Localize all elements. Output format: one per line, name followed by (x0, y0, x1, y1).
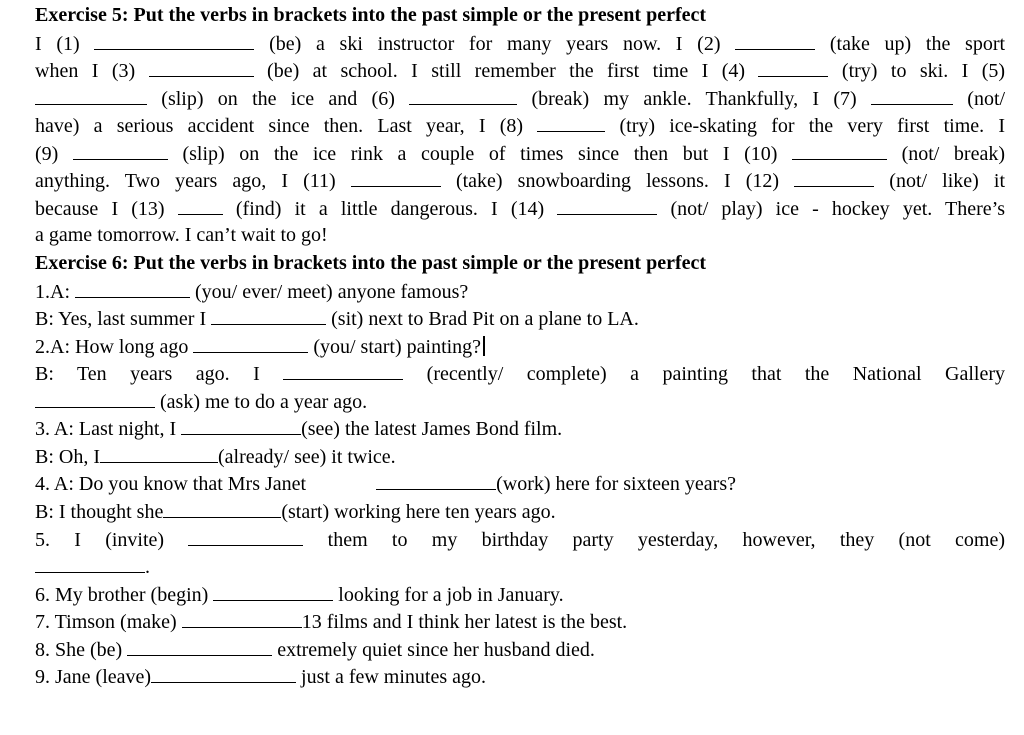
answer-blank-5[interactable] (35, 86, 147, 105)
text-segment: (not/ (967, 88, 1006, 110)
text-segment: 8. She (be) (35, 639, 123, 661)
text-segment: (not/ like) it (889, 170, 1006, 192)
answer-blank[interactable] (182, 609, 302, 628)
ex6-q8 (35, 637, 1005, 662)
exercise-6-title: Exercise 6: Put the verbs in brackets into the past simple or the present perfect (35, 252, 707, 274)
text-segment: (find) it a little dangerous. I (14) (235, 198, 545, 220)
answer-blank-14[interactable] (557, 196, 657, 215)
text-segment: (see) the latest James Bond film. (301, 418, 563, 440)
ex6-q1-a (35, 279, 1005, 304)
answer-blank[interactable] (188, 527, 303, 546)
text-segment: them to my birthday party yesterday, however, they (not come) (327, 529, 1006, 551)
ex5-line-2 (35, 58, 1005, 83)
text-segment: 2.A: How long ago (35, 336, 189, 358)
ex6-q6 (35, 582, 1005, 607)
answer-blank-2[interactable] (735, 31, 815, 50)
text-segment: . (145, 556, 150, 578)
ex6-q2-c (35, 389, 1005, 414)
text-segment: B: I thought she (35, 501, 164, 523)
text-segment: when I (3) (35, 60, 136, 82)
answer-blank[interactable] (376, 471, 496, 490)
text-segment: because I (13) (35, 198, 165, 220)
exercise-5-title: Exercise 5: Put the verbs in brackets into the past simple or the present perfect (35, 4, 707, 26)
text-segment: (work) here for sixteen years? (496, 473, 736, 495)
text-segment: 7. Timson (make) (35, 611, 177, 633)
answer-blank[interactable] (35, 554, 145, 573)
ex6-q2-b (35, 361, 1005, 386)
answer-blank[interactable] (193, 334, 308, 353)
text-segment: 6. My brother (begin) (35, 584, 209, 606)
ex5-line-3 (35, 86, 1005, 111)
text-segment: 9. Jane (leave) (35, 666, 152, 688)
answer-blank[interactable] (127, 637, 272, 656)
text-segment: I (1) (35, 33, 80, 55)
text-segment: (be) at school. I still remember the first time I (4) (267, 60, 746, 82)
text-segment: 1.A: (35, 281, 70, 303)
text-segment: (be) a ski instructor for many years now. I (2) (269, 33, 721, 55)
answer-blank-1[interactable] (94, 31, 254, 50)
text-segment: (already/ see) it twice. (218, 446, 396, 468)
ex6-q3-a (35, 416, 1005, 441)
answer-blank-12[interactable] (794, 168, 874, 187)
text-segment: (not/ break) (901, 143, 1006, 165)
text-segment: (sit) next to Brad Pit on a plane to LA. (331, 308, 639, 330)
text-segment: 13 films and I think her latest is the best. (301, 611, 628, 633)
answer-blank-6[interactable] (409, 86, 517, 105)
answer-blank-10[interactable] (792, 141, 887, 160)
answer-blank[interactable] (163, 499, 281, 518)
text-segment: just a few minutes ago. (301, 666, 487, 688)
ex6-q5-b (35, 554, 1005, 579)
text-segment: (take up) the sport (829, 33, 1006, 55)
text-segment: 5. I (invite) (35, 529, 165, 551)
answer-blank-11[interactable] (351, 168, 441, 187)
text-segment: (break) my ankle. Thankfully, I (7) (531, 88, 857, 110)
text-segment: B: Yes, last summer I (35, 308, 207, 330)
answer-blank-3[interactable] (149, 58, 254, 77)
ex6-q1-b (35, 306, 1005, 331)
text-segment: (ask) me to do a year ago. (160, 391, 368, 413)
ex6-q9 (35, 664, 1005, 689)
answer-blank-7[interactable] (871, 86, 953, 105)
ex6-q3-b (35, 444, 1005, 469)
ex6-q4-b (35, 499, 1005, 524)
text-segment: (slip) on the ice rink a couple of times since then but I (10) (182, 143, 778, 165)
ex6-q2-a (35, 334, 1005, 359)
text-segment: looking for a job in January. (338, 584, 564, 606)
text-segment: a game tomorrow. I can’t wait to go! (35, 224, 328, 246)
answer-blank[interactable] (100, 444, 218, 463)
text-cursor (483, 336, 485, 356)
answer-blank[interactable] (75, 279, 190, 298)
text-segment: (try) to ski. I (5) (841, 60, 1006, 82)
text-segment: (not/ play) ice - hockey yet. There’s (670, 198, 1006, 220)
answer-blank-9[interactable] (73, 141, 168, 160)
text-segment: (try) ice-skating for the very first time. I (619, 115, 1005, 137)
ex5-line-8 (35, 223, 1005, 247)
text-segment: extremely quiet since her husband died. (277, 639, 595, 661)
ex5-line-7 (35, 196, 1005, 221)
answer-blank-13[interactable] (178, 196, 223, 215)
ex6-q7 (35, 609, 1005, 634)
ex5-line-4 (35, 113, 1005, 138)
ex6-q4-a (35, 471, 1005, 496)
ex5-line-6 (35, 168, 1005, 193)
text-segment: (recently/ complete) a painting that the National Gallery (426, 363, 1006, 385)
answer-blank[interactable] (283, 361, 403, 380)
answer-blank[interactable] (35, 389, 155, 408)
text-segment: (you/ start) painting? (313, 336, 482, 358)
text-segment: (take) snowboarding lessons. I (12) (455, 170, 780, 192)
text-segment: B: Oh, I (35, 446, 100, 468)
ex5-line-1 (35, 31, 1005, 56)
answer-blank-4[interactable] (758, 58, 828, 77)
answer-blank[interactable] (213, 582, 333, 601)
ex6-q5-a (35, 527, 1005, 552)
text-segment: (9) (35, 143, 59, 165)
text-segment: anything. Two years ago, I (11) (35, 170, 336, 192)
answer-blank[interactable] (181, 416, 301, 435)
text-segment: 3. A: Last night, I (35, 418, 177, 440)
text-segment: 4. A: Do you know that Mrs Janet (35, 473, 307, 495)
text-segment: (start) working here ten years ago. (281, 501, 556, 523)
answer-blank[interactable] (211, 306, 326, 325)
text-segment: have) a serious accident since then. Last year, I (8) (35, 115, 524, 137)
text-segment: (slip) on the ice and (6) (161, 88, 395, 110)
answer-blank[interactable] (151, 664, 296, 683)
answer-blank-8[interactable] (537, 113, 605, 132)
text-segment: (you/ ever/ meet) anyone famous? (195, 281, 469, 303)
text-segment: B: Ten years ago. I (35, 363, 260, 385)
ex5-line-5 (35, 141, 1005, 166)
